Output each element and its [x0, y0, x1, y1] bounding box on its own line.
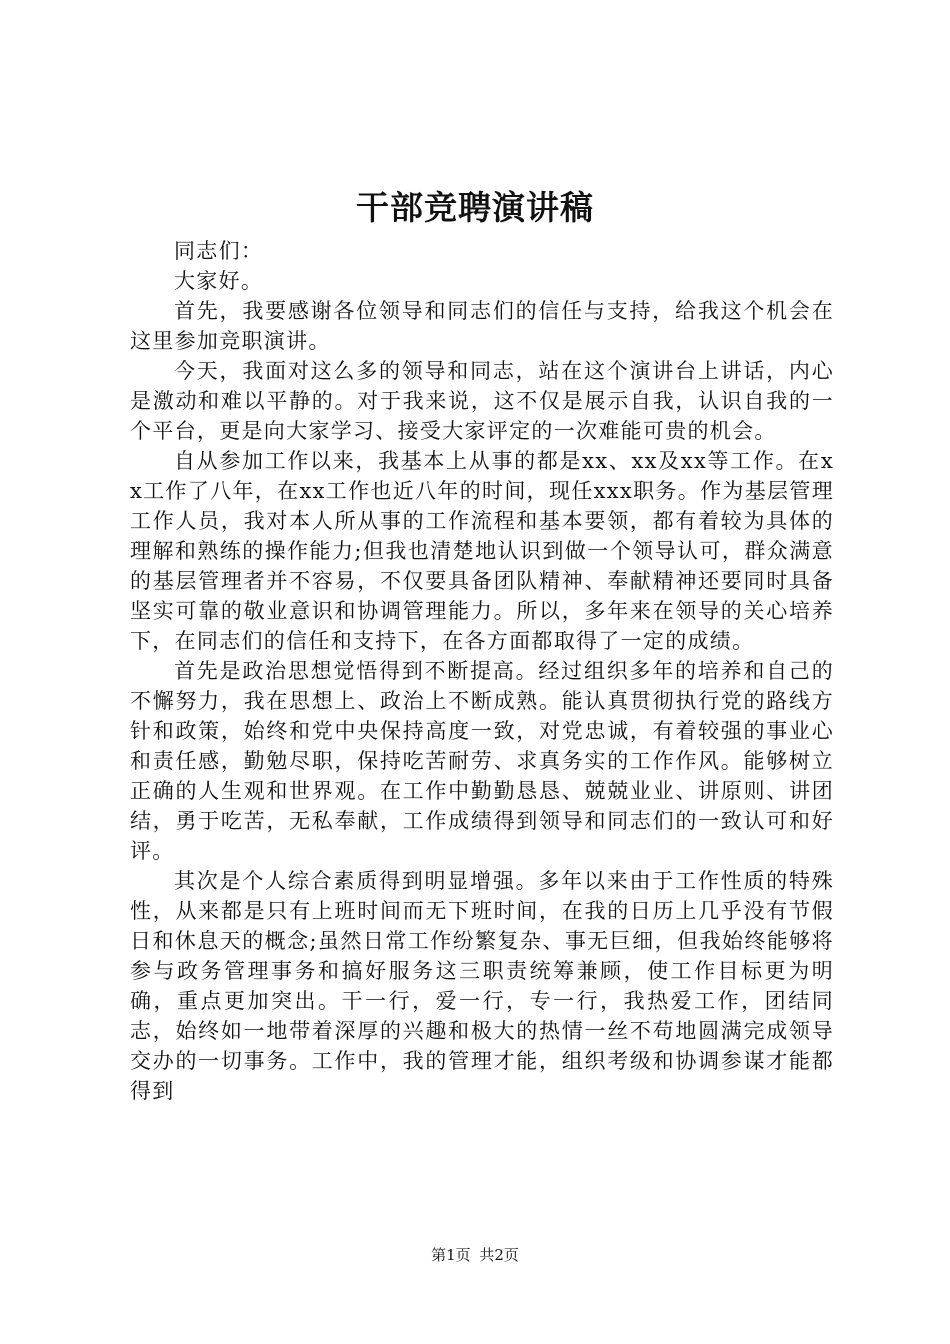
- document-body: [130, 236, 834, 1106]
- document-title: 干部竞聘演讲稿: [356, 188, 594, 227]
- page-footer: [0, 1245, 950, 1265]
- paragraph: 今天，我面对这么多的领导和同志，站在这个演讲台上讲话，内心是激动和难以平静的。对于我来说，这不仅是展示自我，认识自我的一个平台，更是向大家学习、接受大家评定的一次难能可贵的机会。: [130, 359, 834, 443]
- paragraph-salutation: 同志们：: [174, 239, 264, 263]
- paragraph: 其次是个人综合素质得到明显增强。多年以来由于工作性质的特殊性，从来都是只有上班时间而无下班时间，在我的日历上几乎没有节假日和休息天的概念;虽然日常工作纷繁复杂、事无巨细，但我始终能够将参与政务管理事务和搞好服务这三职责统筹兼顾，使工作目标更为明确，重点更加突出。干一行，爱一行，专一行，我热爱工作，团结同志，始终如一地带着深厚的兴趣和极大的热情一丝不苟地圆满完成领导交办的一切事务。工作中，我的管理才能，组织考级和协调参谋才能都得到: [130, 869, 834, 1103]
- paragraph: 自从参加工作以来，我基本上从事的都是xx、xx及xx等工作。在xx工作了八年，在xx工作也近八年的时间，现任xxx职务。作为基层管理工作人员，我对本人所从事的工作流程和基本要领，都有着较为具体的理解和熟练的操作能力;但我也清楚地认识到做一个领导认可，群众满意的基层管理者并不容易，不仅要具备团队精神、奉献精神还要同时具备坚实可靠的敬业意识和协调管理能力。所以，多年来在领导的关心培养下，在同志们的信任和支持下，在各方面都取得了一定的成绩。: [130, 449, 834, 653]
- page-number-total: 共2页: [479, 1246, 519, 1264]
- paragraph: 首先是政治思想觉悟得到不断提高。经过组织多年的培养和自己的不懈努力，我在思想上、政治上不断成熟。能认真贯彻执行党的路线方针和政策，始终和党中央保持高度一致，对党忠诚，有着较强的事业心和责任感，勤勉尽职，保持吃苦耐劳、求真务实的工作作风。能够树立正确的人生观和世界观。在工作中勤勤恳恳、兢兢业业、讲原则、讲团结，勇于吃苦，无私奉献，工作成绩得到领导和同志们的一致认可和好评。: [130, 659, 834, 863]
- paragraph-greeting: 大家好。: [174, 269, 264, 293]
- page-number-current: 第1页: [431, 1246, 471, 1264]
- paragraph: 首先，我要感谢各位领导和同志们的信任与支持，给我这个机会在这里参加竞职演讲。: [130, 299, 834, 353]
